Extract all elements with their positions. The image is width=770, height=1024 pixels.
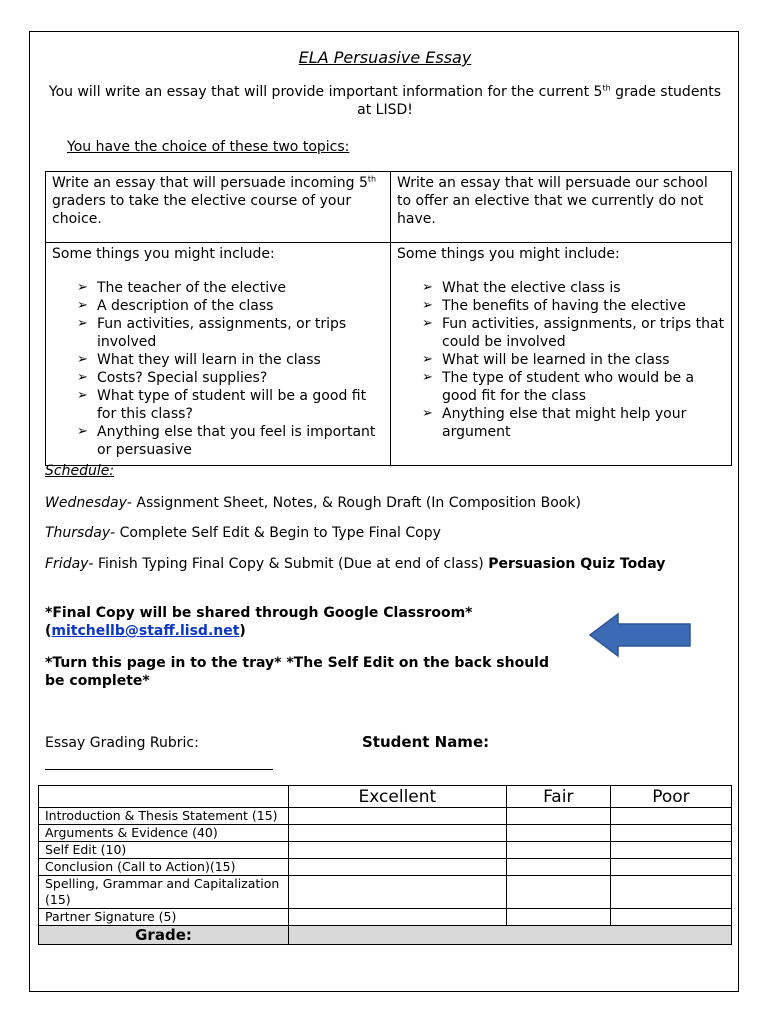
arrow-bullet-icon: ➢ [77, 388, 88, 403]
arrow-bullet-icon: ➢ [422, 316, 433, 331]
score-cell[interactable] [289, 859, 507, 876]
arrow-bullet-icon: ➢ [77, 370, 88, 385]
list-item: ➢ The type of student who would be a good fit for the class [422, 370, 695, 404]
score-cell[interactable] [506, 876, 610, 909]
topic-right-prompt: Write an essay that will persuade our school to offer an elective that we currently do not have. [391, 172, 732, 243]
page-title: ELA Persuasive Essay [298, 48, 472, 67]
list-item: ➢ What they will learn in the class [77, 352, 321, 368]
score-cell[interactable] [506, 808, 610, 825]
final-copy-note: *Final Copy will be shared through Google Classroom* (mitchellb@staff.lisd.net) [45, 605, 473, 639]
email-link[interactable]: mitchellb@staff.lisd.net [51, 623, 240, 639]
arrow-bullet-icon: ➢ [77, 352, 88, 367]
score-cell[interactable] [610, 876, 731, 909]
arrow-bullet-icon: ➢ [77, 424, 88, 439]
score-cell[interactable] [610, 859, 731, 876]
score-cell[interactable] [610, 808, 731, 825]
include-label: Some things you might include: [397, 246, 620, 262]
arrow-bullet-icon: ➢ [422, 298, 433, 313]
name-blank-line[interactable] [45, 768, 273, 770]
table-row [39, 842, 732, 859]
include-label: Some things you might include: [52, 246, 275, 262]
list-item: ➢ Fun activities, assignments, or trips that could be involved [422, 316, 725, 350]
turn-in-note: *Turn this page in to the tray* *The Self Edit on the back should be complete* [45, 655, 549, 689]
rubric-header-blank [39, 786, 289, 808]
list-item: ➢ Fun activities, assignments, or trips involved [77, 316, 347, 350]
arrow-bullet-icon: ➢ [422, 352, 433, 367]
topic-left-suggestions [46, 243, 391, 466]
score-cell[interactable] [610, 825, 731, 842]
list-item: ➢ The teacher of the elective [77, 280, 287, 296]
score-cell[interactable] [506, 825, 610, 842]
score-cell[interactable] [289, 808, 507, 825]
criterion-cell: Arguments & Evidence (40) [39, 825, 289, 842]
table-row [39, 909, 732, 926]
criterion-cell: Introduction & Thesis Statement (15) [39, 808, 289, 825]
list-item: ➢ What will be learned in the class [422, 352, 670, 368]
topics-table [45, 171, 732, 466]
schedule-wednesday: Wednesday- Assignment Sheet, Notes, & Rough Draft (In Composition Book) [45, 495, 581, 511]
list-item: ➢ What type of student will be a good fit for this class? [77, 388, 367, 422]
intro-text: You will write an essay that will provide important information for the current 5th grade students at LISD! [48, 83, 722, 118]
rubric-label: Essay Grading Rubric: [45, 735, 199, 751]
column-header: Poor [610, 786, 731, 808]
score-cell[interactable] [610, 842, 731, 859]
table-row [39, 876, 732, 909]
left-arrow-icon [588, 612, 692, 658]
arrow-bullet-icon: ➢ [77, 316, 88, 331]
arrow-bullet-icon: ➢ [422, 370, 433, 385]
list-item: ➢ A description of the class [77, 298, 274, 314]
list-item: ➢ The benefits of having the elective [422, 298, 686, 314]
criterion-cell: Self Edit (10) [39, 842, 289, 859]
criterion-cell: Partner Signature (5) [39, 909, 289, 926]
arrow-bullet-icon: ➢ [77, 298, 88, 313]
schedule-thursday: Thursday- Complete Self Edit & Begin to Type Final Copy [45, 525, 441, 541]
topic-left-prompt: Write an essay that will persuade incoming 5th graders to take the elective course of your choice. [46, 172, 391, 243]
schedule-friday: Friday- Finish Typing Final Copy & Submit (Due at end of class) Persuasion Quiz Today [45, 556, 666, 572]
list-item: ➢ What the elective class is [422, 280, 621, 296]
score-cell[interactable] [289, 825, 507, 842]
arrow-bullet-icon: ➢ [77, 280, 88, 295]
grade-cell[interactable] [289, 926, 732, 945]
table-row [39, 859, 732, 876]
score-cell[interactable] [506, 842, 610, 859]
score-cell[interactable] [289, 876, 507, 909]
topic-right-suggestions [391, 243, 732, 466]
list-item: ➢ Anything else that you feel is important or persuasive [77, 424, 376, 458]
choice-heading: You have the choice of these two topics: [67, 139, 350, 155]
arrow-bullet-icon: ➢ [422, 280, 433, 295]
schedule-heading: Schedule: [45, 463, 115, 479]
rubric-table [38, 785, 732, 945]
score-cell[interactable] [289, 909, 507, 926]
score-cell[interactable] [506, 909, 610, 926]
grade-row [39, 926, 732, 945]
student-name-label: Student Name: [362, 733, 490, 751]
list-item: ➢ Costs? Special supplies? [77, 370, 268, 386]
list-item: ➢ Anything else that might help your argument [422, 406, 687, 440]
arrow-bullet-icon: ➢ [422, 406, 433, 421]
score-cell[interactable] [610, 909, 731, 926]
table-row [39, 808, 732, 825]
score-cell[interactable] [506, 859, 610, 876]
column-header: Excellent [289, 786, 507, 808]
criterion-cell: Spelling, Grammar and Capitalization (15) [39, 876, 289, 909]
table-row [39, 825, 732, 842]
criterion-cell: Conclusion (Call to Action)(15) [39, 859, 289, 876]
grade-label: Grade: [39, 926, 289, 945]
score-cell[interactable] [289, 842, 507, 859]
column-header: Fair [506, 786, 610, 808]
